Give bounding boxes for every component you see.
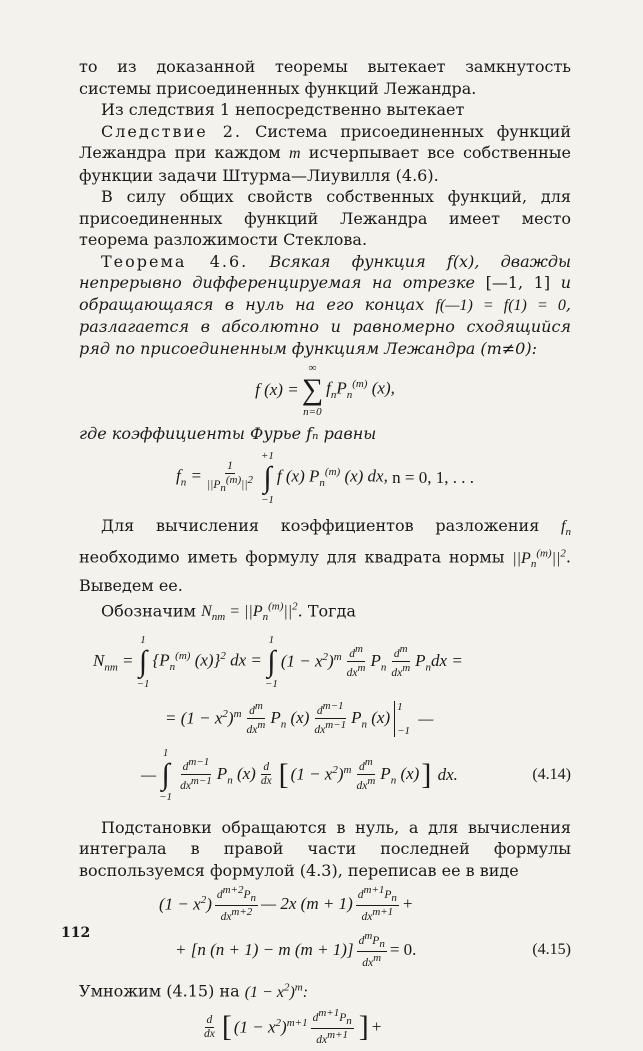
paragraph-theorem-4-6 <box>79 251 571 360</box>
corollary-label: Следствие 2. <box>101 121 243 141</box>
norm-equation-line-3: — 1 ∫ −1 $\frac{d^{m-1}}{dx^{m-1}}$ $P_n$ (x) $\frac{d}{dx}$ [ $(1 - x^2)^m$ $\frac{d^m}{dx^m}$ $P_n$ (x) ] dx. (4.14) <box>141 746 571 803</box>
notation-text-a: Обозначим <box>101 601 202 621</box>
expansion-formula: f (x) = ∞ ∑ n=0 $f_nP_n^{(m)}$ (x), <box>255 362 395 418</box>
paragraph-norm <box>79 515 571 597</box>
paragraph-follows: Из следствия 1 непосредственно вытекает <box>101 100 465 119</box>
equation-4-15-line-2: + [n (n + 1) − m (m + 1)] $\frac{d^mP_n}{dx^m}$ = 0. (4.15) <box>175 930 571 970</box>
integral-operator: +1 ∫ −1 <box>260 449 274 506</box>
theorem-label: Теорема 4.6. <box>101 251 249 271</box>
norm-text-a: Для вычисления коэффициентов разложения <box>101 515 562 535</box>
equation-number-4-15: (4.15) <box>532 941 571 959</box>
paragraph-corollary-2 <box>79 121 571 187</box>
multiply-text: Умножим (4.15) на <box>79 981 245 1001</box>
multiply-factor: $(1 - x^2)^m$: <box>244 981 309 1001</box>
page-number: 112 <box>61 925 91 941</box>
paragraph-substitutions: Подстановки обращаются в нуль, а для вычисления интеграла в правой части последней формулы воспользуемся формулой (4.3), переписав ее в виде <box>79 817 571 880</box>
norm-equation-line-2: = $(1 - x^2)^m$ $\frac{d^m}{dx^m}$ $P_n$ (x) $\frac{d^{m-1}}{dx^{m-1}}$ $P_n$ (x) 1 −1 — <box>165 700 434 737</box>
sum-operator: ∞ ∑ n=0 <box>301 362 324 418</box>
corollary-text-b: исчерпывает все собственные функции задачи Штурма—Лиувилля (4.6). <box>79 143 571 185</box>
equation-number-4-14: (4.14) <box>532 765 571 783</box>
equation-4-15-line-1: $(1 - x^2)$ $\frac{d^{m+2}P_n}{dx^{m+2}}$ — 2x (m + 1) $\frac{d^{m+1}P_n}{dx^{m+1}}$ + <box>159 884 414 924</box>
paragraph-fourier-coef: где коэффициенты Фурье fₙ равны <box>79 424 377 443</box>
norm-square: $||P_n^{(m)}||^2$ <box>512 547 566 570</box>
norm-definition: $N_{nm} = ||P_n^{(m)}||^2$ <box>201 600 298 624</box>
paragraph-steklov: В силу общих свойств собственных функций, для присоединенных функций Лежандра имеет место теорема разложимости Стеклова. <box>79 187 571 249</box>
equals-zero: = 0. <box>389 940 417 960</box>
derivative-equation: $\frac{d}{dx}$ [ $(1 - x^2)^{m+1}$ $\frac{d^{m+1}P_n}{dx^{m+1}}$ ] + <box>204 1007 383 1047</box>
theorem-text-b: и обращающаяся в нуль на его концах <box>79 273 572 314</box>
corollary-text-a: Система присоединенных функций Лежандра при каждом <box>79 121 572 162</box>
paragraph-notation <box>79 597 571 629</box>
norm-text-c: . Выведем ее. <box>79 547 571 596</box>
var-m: m <box>288 145 301 162</box>
theorem-text-c: , разлагается в абсолютно и равномерно сходящийся ряд по присоединенным функциям Лежандра <box>79 294 571 358</box>
theorem-m-condition: (m≠0): <box>480 338 537 358</box>
theorem-interval: [—1, 1] <box>485 273 551 292</box>
paragraph-closure: то из доказанной теоремы вытекает замкнутость системы присоединенных функций Лежандра. <box>79 57 571 98</box>
norm-fraction: $\frac{1}{||P_n^{(m)}||^2}$ <box>207 459 253 495</box>
paragraph-multiply <box>79 977 571 1003</box>
theorem-condition: f(—1) = f(1) = 0 <box>435 296 566 314</box>
norm-equation-line-1: $N_{nm}$ = 1 ∫ −1 {$P_n^{(m)}$ (x)}$^2$ dx = 1 ∫ −1 $(1 - x^2)^m$ $\frac{d^m}{dx^m}$ $P_n$ $\frac{d^m}{dx^m}$ $P_ndx$ = <box>93 633 463 690</box>
var-fn: $f_n$ <box>561 517 571 538</box>
coef-n-range: n = 0, 1, . . . <box>392 467 474 487</box>
coefficient-formula: $f_n$ = $\frac{1}{||P_n^{(m)}||^2}$ +1 ∫ −1 f (x) $P_n^{(m)}$ (x) dx, n = 0, 1, . . . <box>176 449 474 506</box>
theorem-text-a: Всякая функция f(x), дважды непрерывно дифференцируемая на отрезке <box>79 251 571 292</box>
notation-text-b: . Тогда <box>297 601 356 621</box>
norm-text-b: необходимо иметь формулу для квадрата нормы <box>79 547 513 567</box>
